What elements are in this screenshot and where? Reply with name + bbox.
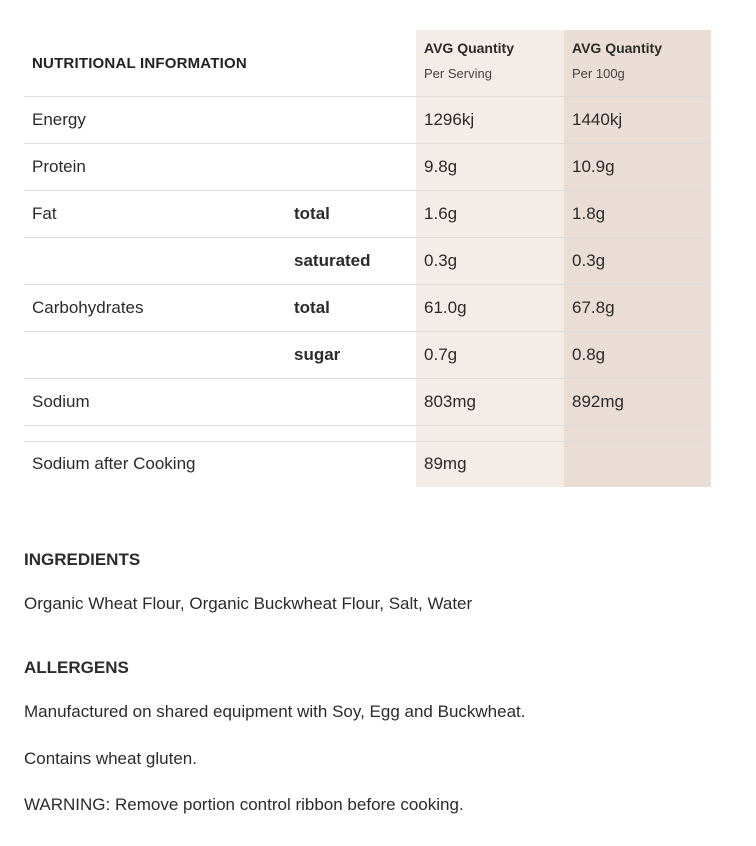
warning-line: WARNING: Remove portion control ribbon before cooking.	[24, 795, 464, 814]
nutrient-label: Energy	[32, 109, 86, 129]
nutrient-sublabel: sugar	[294, 344, 341, 364]
table-row	[24, 441, 711, 487]
table-row	[24, 378, 711, 425]
value-per-100g	[564, 441, 711, 487]
value-per-100g: 892mg	[564, 378, 711, 425]
allergen-line: Contains wheat gluten.	[24, 749, 197, 768]
value-per-100g: 10.9g	[564, 143, 711, 190]
ingredients-text: Organic Wheat Flour, Organic Buckwheat Flour, Salt, Water	[24, 594, 473, 613]
nutrient-sublabel	[286, 96, 416, 143]
nutrient-label	[24, 331, 286, 378]
spacer-cell	[286, 425, 416, 441]
table-row	[24, 190, 711, 237]
value-per-serving: 89mg	[416, 441, 564, 487]
value-per-serving: 803mg	[416, 378, 564, 425]
per-100g-subheading: Per 100g	[572, 66, 625, 82]
spacer-cell	[416, 425, 564, 441]
nutrient-sublabel	[286, 143, 416, 190]
nutrition-panel	[24, 30, 711, 487]
nutrient-label: Sodium	[32, 391, 90, 411]
nutrient-label: Protein	[32, 156, 86, 176]
allergens-heading: ALLERGENS	[24, 658, 129, 677]
nutrition-title: NUTRITIONAL INFORMATION	[24, 30, 416, 96]
allergen-line: Manufactured on shared equipment with Soy, Egg and Buckwheat.	[24, 702, 526, 721]
table-row	[24, 284, 711, 331]
nutrient-label	[24, 237, 286, 284]
nutrient-label: Fat	[32, 203, 57, 223]
per-serving-heading: AVG Quantity	[424, 40, 514, 57]
value-per-serving: 9.8g	[416, 143, 564, 190]
value-per-serving: 61.0g	[416, 284, 564, 331]
nutrient-label: Sodium after Cooking	[32, 454, 196, 474]
value-per-100g: 0.3g	[564, 237, 711, 284]
spacer-cell	[564, 425, 711, 441]
value-per-serving: 0.7g	[416, 331, 564, 378]
table-row	[24, 237, 711, 284]
table-row	[24, 143, 711, 190]
header-per-serving	[416, 30, 564, 96]
table-spacer-row	[24, 425, 711, 441]
nutrition-header-row	[24, 30, 711, 96]
spacer-cell	[24, 425, 286, 441]
value-per-serving: 1.6g	[416, 190, 564, 237]
nutrient-sublabel: total	[294, 203, 330, 223]
table-row	[24, 96, 711, 143]
ingredients-heading: INGREDIENTS	[24, 550, 141, 569]
value-per-serving: 0.3g	[416, 237, 564, 284]
value-per-100g: 1.8g	[564, 190, 711, 237]
nutrient-sublabel: total	[294, 297, 330, 317]
nutrient-label: Carbohydrates	[32, 297, 144, 317]
nutrient-sublabel: saturated	[294, 250, 371, 270]
value-per-serving: 1296kj	[416, 96, 564, 143]
per-100g-heading: AVG Quantity	[572, 40, 662, 57]
header-per-100g	[564, 30, 711, 96]
table-row	[24, 331, 711, 378]
value-per-100g: 67.8g	[564, 284, 711, 331]
nutrition-table	[24, 30, 711, 487]
per-serving-subheading: Per Serving	[424, 66, 492, 82]
nutrient-sublabel	[286, 378, 416, 425]
value-per-100g: 1440kj	[564, 96, 711, 143]
value-per-100g: 0.8g	[564, 331, 711, 378]
